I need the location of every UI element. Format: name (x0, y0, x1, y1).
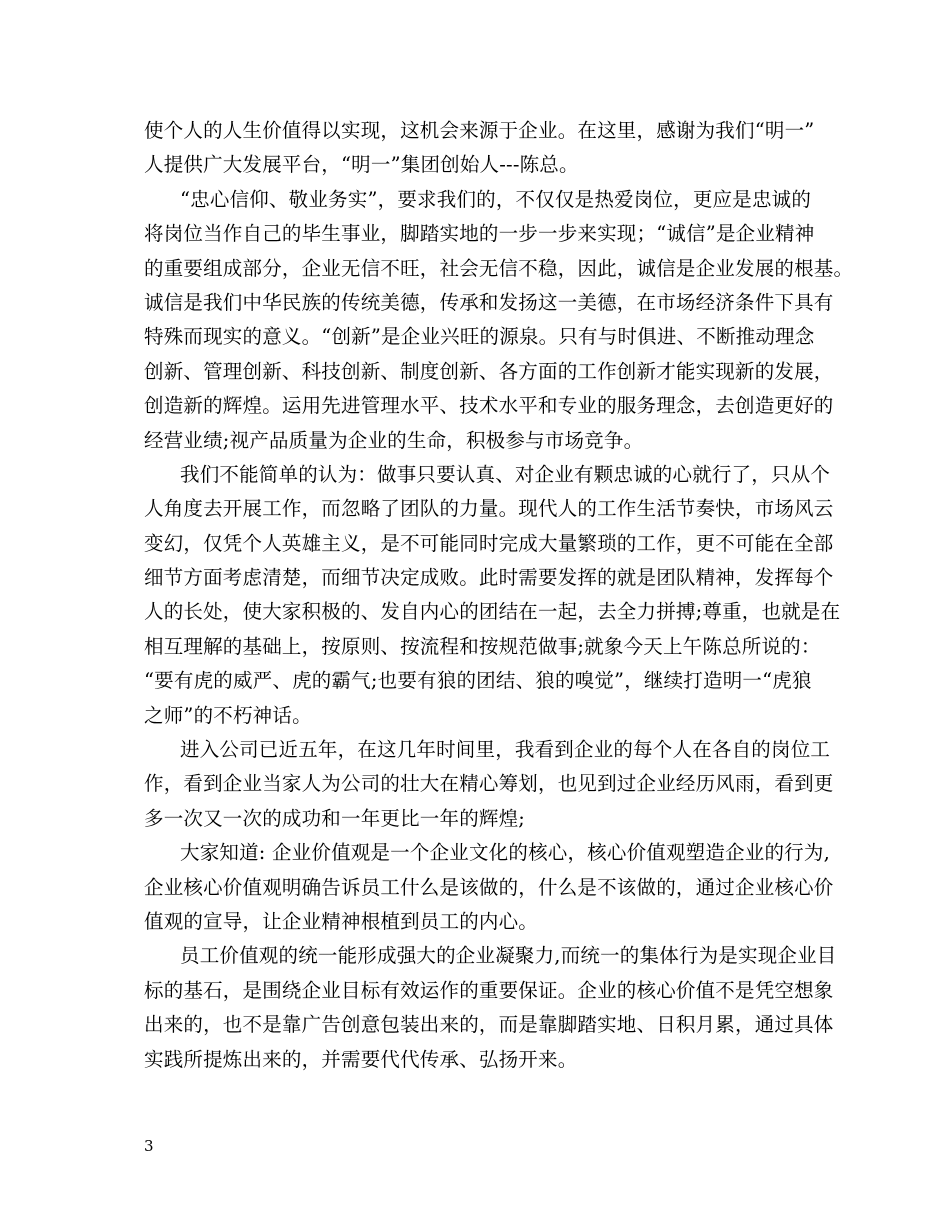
text-line: 变幻，仅凭个人英雄主义，是不可能同时完成大量繁琐的工作，更不可能在全部 (144, 531, 834, 555)
text-line: 人提供广大发展平台，“明一”集团创始人---陈总。 (144, 153, 579, 177)
text-line: 之师”的不朽神话。 (144, 703, 312, 727)
text-line: 值观的宣导，让企业精神根植到员工的内心。 (144, 909, 539, 933)
text-line: 诚信是我们中华民族的传统美德，传承和发扬这一美德，在市场经济条件下具有 (144, 290, 834, 314)
text-line: 使个人的人生价值得以实现，这机会来源于企业。在这里，感谢为我们“明一” (144, 119, 815, 142)
document-body (144, 114, 854, 1077)
paragraph-start-line: 我们不能简单的认为：做事只要认真、对企业有颗忠诚的心就行了，只从个 (180, 462, 831, 486)
text-line: 多一次又一次的成功和一年更比一年的辉煌; (144, 806, 526, 830)
text-line: “要有虎的威严、虎的霸气;也要有狼的团结、狼的嗅觉”，继续打造明一“虎狼 (144, 669, 812, 693)
paragraph-start-line: 进入公司已近五年，在这几年时间里，我看到企业的每个人在各自的岗位工 (180, 738, 831, 762)
paragraph-start-line: 员工价值观的统一能形成强大的企业凝聚力,而统一的集体行为是实现企业目 (180, 944, 837, 968)
text-line: 的重要组成部分，企业无信不旺，社会无信不稳，因此，诚信是企业发展的根基。 (144, 256, 854, 280)
paragraph-start-line: “忠心信仰、敬业务实”，要求我们的，不仅仅是热爱岗位，更应是忠诚的 (180, 187, 812, 211)
text-line: 人的长处，使大家积极的、发自内心的团结在一起，去全力拼搏;尊重，也就是在 (144, 600, 841, 624)
text-line: 人角度去开展工作，而忽略了团队的力量。现代人的工作生活节奏快，市场风云 (144, 497, 834, 521)
text-line: 出来的，也不是靠广告创意包装出来的，而是靠脚踏实地、日积月累，通过具体 (144, 1013, 834, 1037)
text-line: 细节方面考虑清楚，而细节决定成败。此时需要发挥的就是团队精神，发挥每个 (144, 566, 834, 590)
text-line: 实践所提炼出来的，并需要代代传承、弘扬开来。 (144, 1047, 578, 1071)
text-line: 创造新的辉煌。运用先进管理水平、技术水平和专业的服务理念，去创造更好的 (144, 394, 834, 418)
text-line: 特殊而现实的意义。“创新”是企业兴旺的源泉。只有与时俱进、不断推动理念 (144, 325, 815, 349)
text-line: 标的基石，是围绕企业目标有效运作的重要保证。企业的核心价值不是凭空想象 (144, 978, 834, 1002)
text-line: 企业核心价值观明确告诉员工什么是该做的，什么是不该做的，通过企业核心价 (144, 875, 834, 899)
page-number: 3 (144, 1137, 154, 1155)
text-line: 创新、管理创新、科技创新、制度创新、各方面的工作创新才能实现新的发展， (144, 359, 834, 383)
text-line: 相互理解的基础上，按原则、按流程和按规范做事;就象今天上午陈总所说的： (144, 634, 821, 658)
paragraph-start-line: 大家知道: 企业价值观是一个企业文化的核心，核心价值观塑造企业的行为, (180, 841, 830, 865)
text-line: 经营业绩;视产品质量为企业的生命，积极参与市场竞争。 (144, 428, 644, 452)
text-line: 作，看到企业当家人为公司的壮大在精心筹划，也见到过企业经历风雨，看到更 (144, 772, 834, 796)
text-line: 将岗位当作自己的毕生事业，脚踏实地的一步一步来实现；“诚信”是企业精神 (144, 222, 815, 246)
